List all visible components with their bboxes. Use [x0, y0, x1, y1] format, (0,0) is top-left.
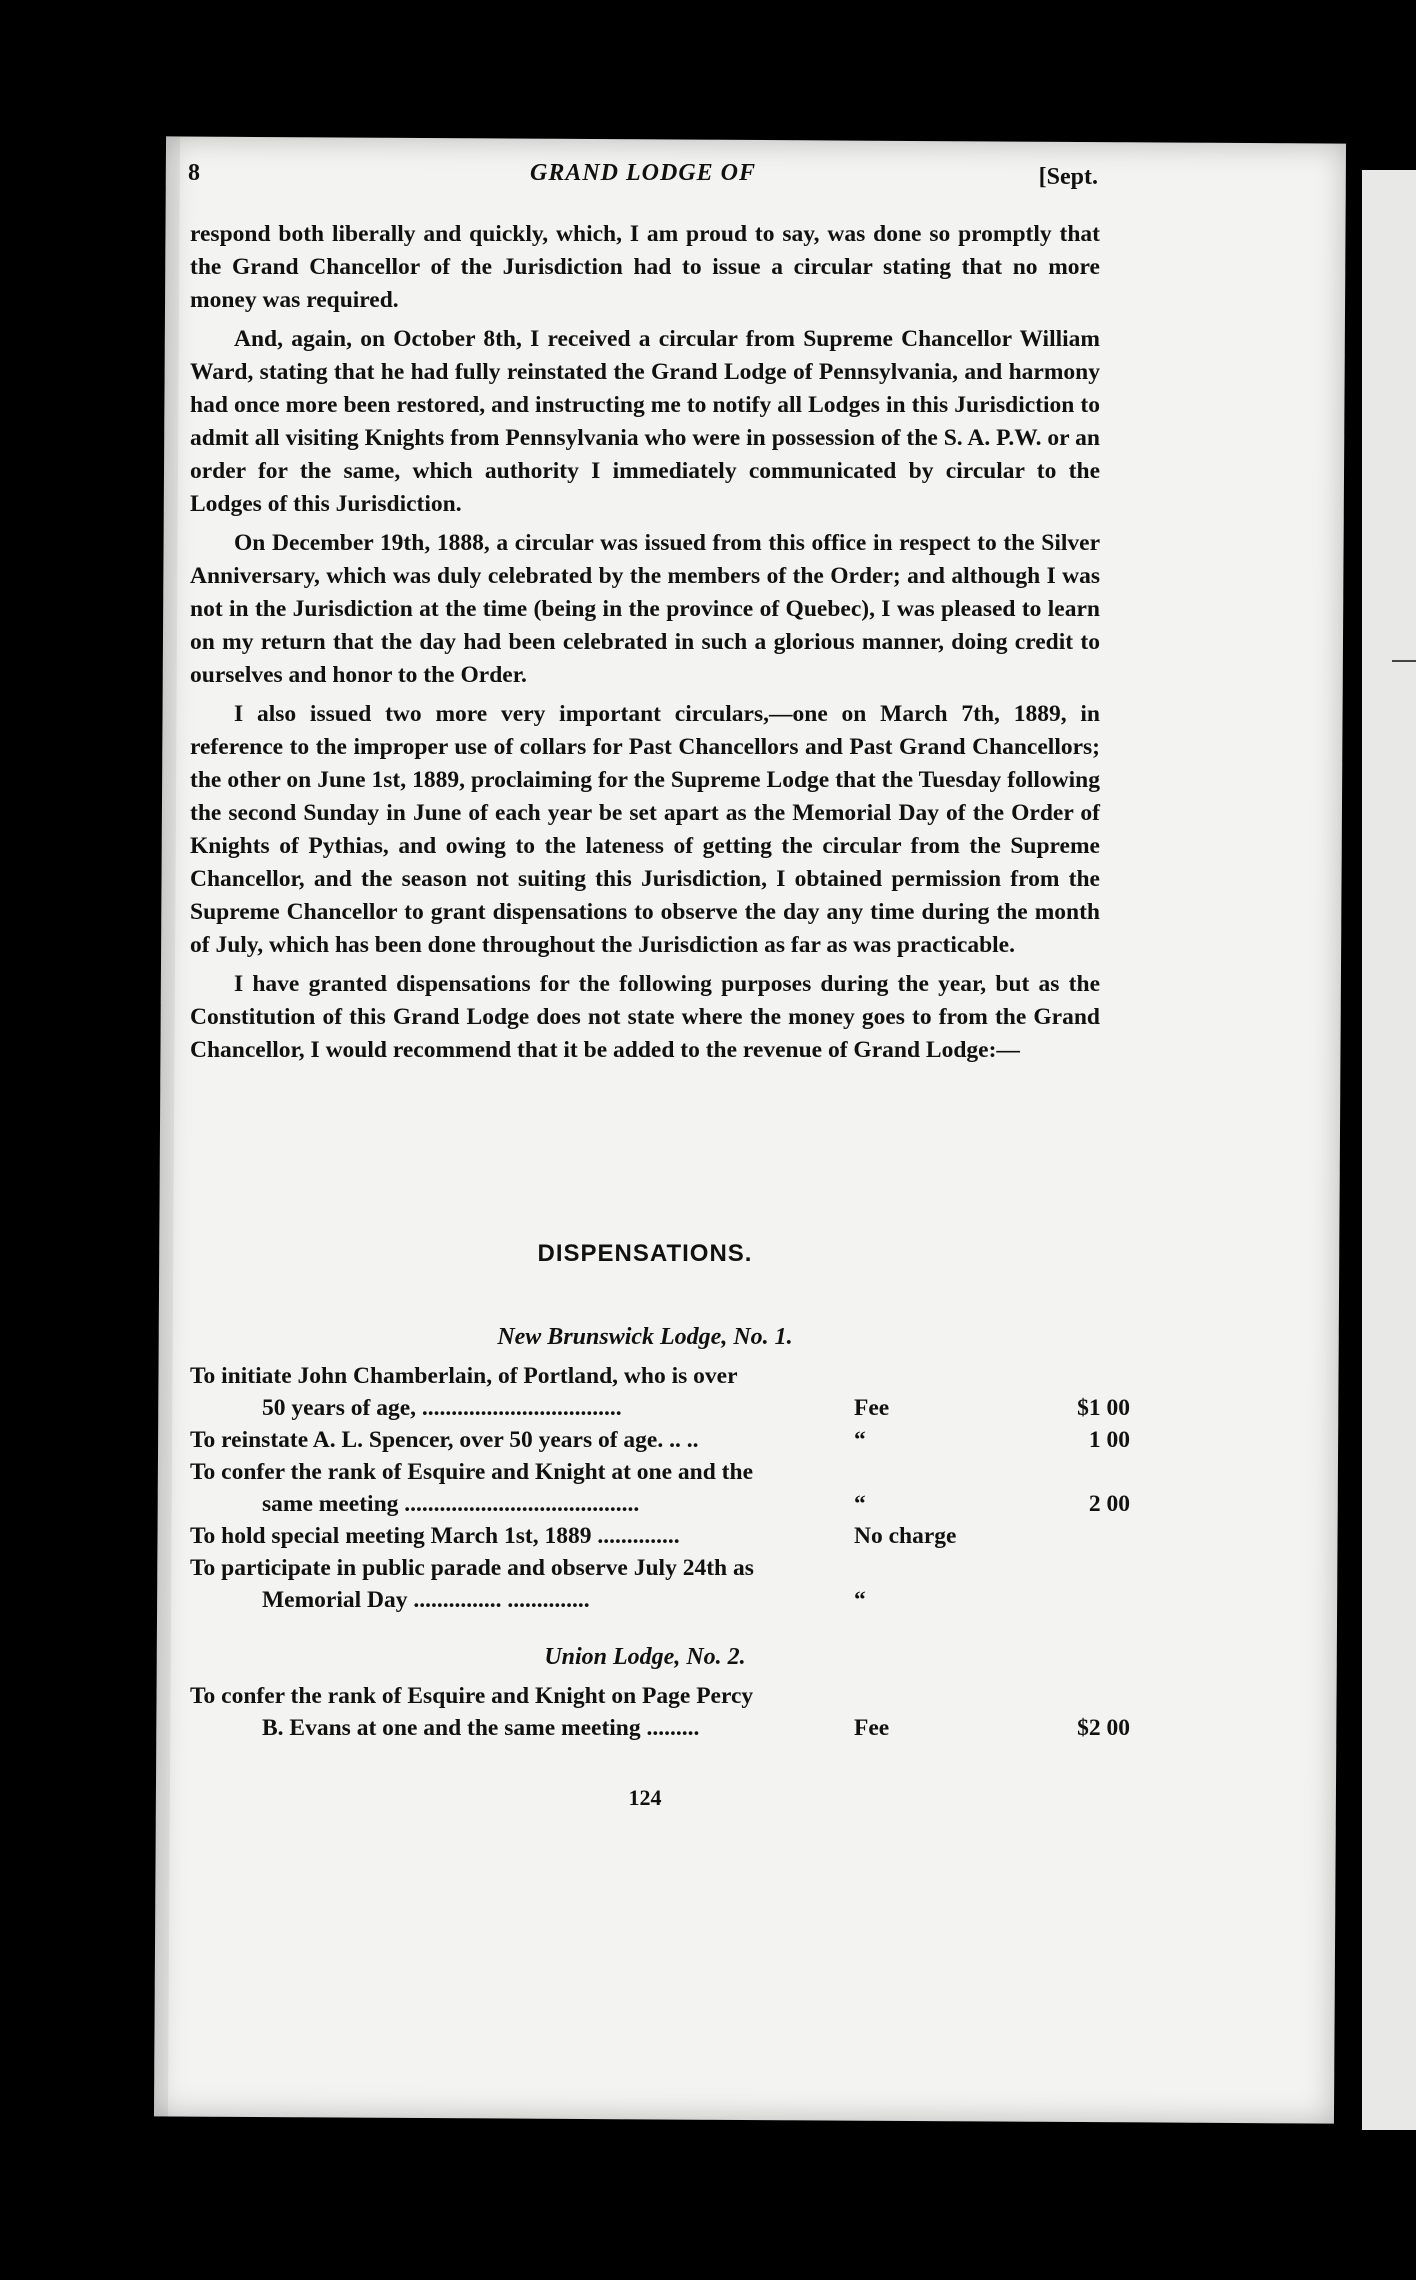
dispensation-entry [190, 1360, 1200, 1424]
fee-label: “ [854, 1427, 866, 1453]
entry-line-continued [190, 1712, 1200, 1744]
dispensation-entry [190, 1520, 1200, 1552]
running-header [188, 160, 1098, 200]
fee-label: Fee [854, 1395, 890, 1421]
fee-amount: $2 00 [1077, 1715, 1130, 1741]
entry-line: To participate in public parade and observe July 24th as [190, 1555, 754, 1581]
dispensation-entry [190, 1552, 1200, 1616]
entry-line [190, 1520, 1200, 1552]
entry-text: B. Evans at one and the same meeting ......... [262, 1715, 700, 1741]
dispensation-list [190, 1360, 1200, 1616]
running-title: GRAND LODGE OF [529, 160, 756, 186]
paragraph: I also issued two more very important circulars,—one on March 7th, 1889, in reference to the improper use of collars for Past Chancellors and Past Grand Chancellors; the other on June 1st, 1889, proclaiming for the Supreme Lodge that the Tuesday following the second Sunday in June of each year be set apart as the Memorial Day of the Order of Knights of Pythias, and owing to the lateness of getting the circular from the Supreme Chancellor, and the season not suiting this Jurisdiction, I obtained permission from the Supreme Chancellor to grant dispensations to observe the day any time during the month of July, which has been done throughout the Jurisdiction as far as was practicable. [190, 701, 1100, 958]
dispensation-entry [190, 1680, 1200, 1744]
entry-text: Memorial Day ............... .............. [262, 1587, 590, 1613]
lodge-heading: Union Lodge, No. 2. [544, 1644, 746, 1670]
paragraph: respond both liberally and quickly, which, I am proud to say, was done so promptly that the Grand Chancellor of the Jurisdiction had to issue a circular stating that no more money was required. [190, 221, 1100, 313]
entry-text: To hold special meeting March 1st, 1889 .............. [190, 1523, 680, 1549]
fee-label: No charge [854, 1523, 957, 1549]
fee-label: Fee [854, 1715, 890, 1741]
margin-mark [1392, 660, 1416, 662]
dispensation-list [190, 1680, 1200, 1744]
dispensation-entry [190, 1456, 1200, 1520]
lodge-heading: New Brunswick Lodge, No. 1. [497, 1324, 793, 1350]
entry-line: To confer the rank of Esquire and Knight at one and the [190, 1459, 754, 1485]
fee-label: “ [854, 1491, 866, 1517]
page-number: 8 [188, 160, 200, 186]
paragraph: On December 19th, 1888, a circular was issued from this office in respect to the Silver Anniversary, which was duly celebrated by the members of the Order; and although I was not in the Jurisdiction at the time (being in the province of Quebec), I was pleased to learn on my return that the day had been celebrated in such a glorious manner, doing credit to ourselves and honor to the Order. [190, 530, 1100, 688]
page-edge-shadow [154, 136, 180, 2116]
folio-number: 124 [628, 1785, 662, 1810]
running-date: [Sept. [1038, 164, 1098, 190]
entry-line-continued [190, 1392, 1200, 1424]
entry-line-continued [190, 1488, 1200, 1520]
entry-text: same meeting ........................................ [262, 1491, 640, 1517]
facing-page-edge [1362, 170, 1416, 2130]
entry-text: 50 years of age, .................................. [262, 1395, 622, 1421]
entry-line-continued [190, 1584, 1200, 1616]
fee-label: “ [854, 1587, 866, 1613]
paragraph: I have granted dispensations for the following purposes during the year, but as the Constitution of this Grand Lodge does not state where the money goes to from the Grand Chancellor, I would recommend that it be added to the revenue of Grand Lodge:— [190, 971, 1100, 1063]
entry-line: To confer the rank of Esquire and Knight on Page Percy [190, 1683, 754, 1709]
body-text [190, 218, 1100, 1073]
fee-amount: 2 00 [1088, 1491, 1130, 1517]
entry-line [190, 1424, 1200, 1456]
dispensation-entry [190, 1424, 1200, 1456]
fee-amount: 1 00 [1088, 1427, 1130, 1453]
entry-line: To initiate John Chamberlain, of Portland, who is over [190, 1363, 738, 1389]
section-title: DISPENSATIONS. [537, 1240, 753, 1267]
paragraph: And, again, on October 8th, I received a circular from Supreme Chancellor William Ward, stating that he had fully reinstated the Grand Lodge of Pennsylvania, and harmony had once more been restored, and instructing me to notify all Lodges in this Jurisdiction to admit all visiting Knights from Pennsylvania who were in possession of the S. A. P.W. or an order for the same, which authority I immediately communicated by circular to the Lodges of this Jurisdiction. [190, 326, 1100, 517]
entry-text: To reinstate A. L. Spencer, over 50 years of age. .. .. [190, 1427, 699, 1453]
fee-amount: $1 00 [1077, 1395, 1130, 1421]
